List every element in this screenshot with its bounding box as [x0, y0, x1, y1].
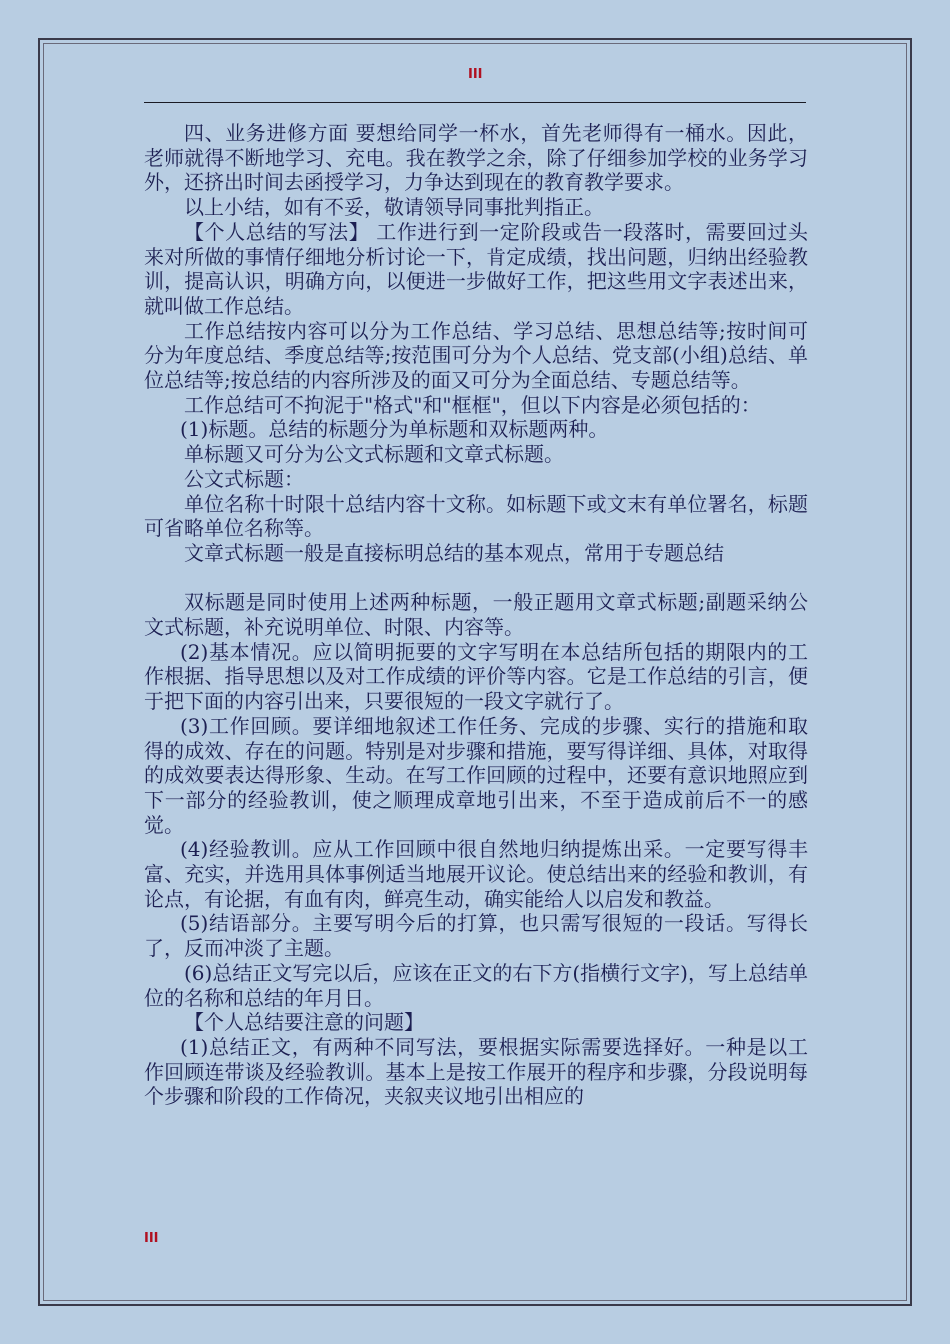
header-rule — [144, 102, 806, 103]
paragraph-item-title: (1)标题。总结的标题分为单标题和双标题两种。 — [180, 417, 609, 442]
paragraph-item-work-review: (3)工作回顾。要详细地叙述工作任务、完成的步骤、实行的措施和取得的成效、存在的问题。特别是对步骤和措施，要写得详细、具体，对取得的成效要表达得形象、生动。在写工作回顾的过程中，还要有意识地照应到下一部分的经验教训，使之顺理成章地引出来，不至于造成前后不一的感觉。 — [144, 713, 808, 837]
paragraph-item-conclusion: (5)结语部分。主要写明今后的打算，也只需写很短的一段话。写得长了，反而冲淡了主题。 — [144, 911, 808, 961]
paragraph-notes-item-1: (1)总结正文，有两种不同写法，要根据实际需要选择好。一种是以工作回顾连带谈及经验教训。基本上是按工作展开的程序和步骤，分段说明每个步骤和阶段的工作倚况，夹叙夹议地引出相应的 — [144, 1035, 808, 1109]
paragraph-required-content: 工作总结可不拘泥于"格式"和"框框"，但以下内容是必须包括的： — [184, 392, 761, 417]
paragraph-single-title: 单标题又可分为公文式标题和文章式标题。 — [184, 442, 564, 467]
paragraph-closing-remark: 以上小结，如有不妥，敬请领导同事批判指正。 — [184, 195, 604, 220]
footer-page-marker: III — [144, 1231, 159, 1246]
paragraph-item-basic-info: (2)基本情况。应以简明扼要的文字写明在本总结所包括的期限内的工作根据、指导思想以及对工作成绩的评价等内容。它是工作总结的引言，便于把下面的内容引出来，只要很短的一段文字就行了。 — [144, 639, 808, 714]
paragraph-article-title: 文章式标题一般是直接标明总结的基本观点，常用于专题总结 — [184, 540, 724, 565]
paragraph-double-title: 双标题是同时使用上述两种标题，一般正题用文章式标题;副题采纳公文式标题，补充说明单位、时限、内容等。 — [144, 590, 808, 640]
paragraph-summary-types: 工作总结按内容可以分为工作总结、学习总结、思想总结等;按时间可分为年度总结、季度总结等;按范围可分为个人总结、党支部(小组)总结、单位总结等;按总结的内容所涉及的面又可分为全面总结、专题总结等。 — [144, 318, 808, 393]
document-body — [144, 121, 808, 1109]
paragraph-how-to-write: 【个人总结的写法】 工作进行到一定阶段或告一段落时，需要回过头来对所做的事情仔细地分析讨论一下，肯定成绩，找出问题，归纳出经验教训，提高认识，明确方向，以便进一步做好工作，把这些用文字表述出来，就叫做工作总结。 — [144, 219, 808, 318]
paragraph-official-title-heading: 公文式标题： — [184, 466, 304, 491]
paragraph-business-study: 四、业务进修方面 要想给同学一杯水，首先老师得有一桶水。因此，老师就得不断地学习、充电。我在教学之余，除了仔细参加学校的业务学习外，还挤出时间去函授学习，力争达到现在的教育教学要求。 — [144, 121, 808, 195]
paragraph-official-title-detail: 单位名称十时限十总结内容十文称。如标题下或文末有单位署名，标题可省略单位名称等。 — [144, 491, 808, 541]
header-page-marker: III — [468, 67, 483, 82]
paragraph-item-signature: (6)总结正文写完以后，应该在正文的右下方(指横行文字)，写上总结单位的名称和总结的年月日。 — [144, 960, 808, 1010]
paragraph-notes-heading: 【个人总结要注意的问题】 — [184, 1010, 424, 1035]
paragraph-item-lessons: (4)经验教训。应从工作回顾中很自然地归纳提炼出采。一定要写得丰富、充实，并选用具体事例适当地展开议论。使总结出来的经验和教训，有论点，有论据，有血有肉，鲜亮生动，确实能给人以启发和教益。 — [144, 837, 808, 911]
